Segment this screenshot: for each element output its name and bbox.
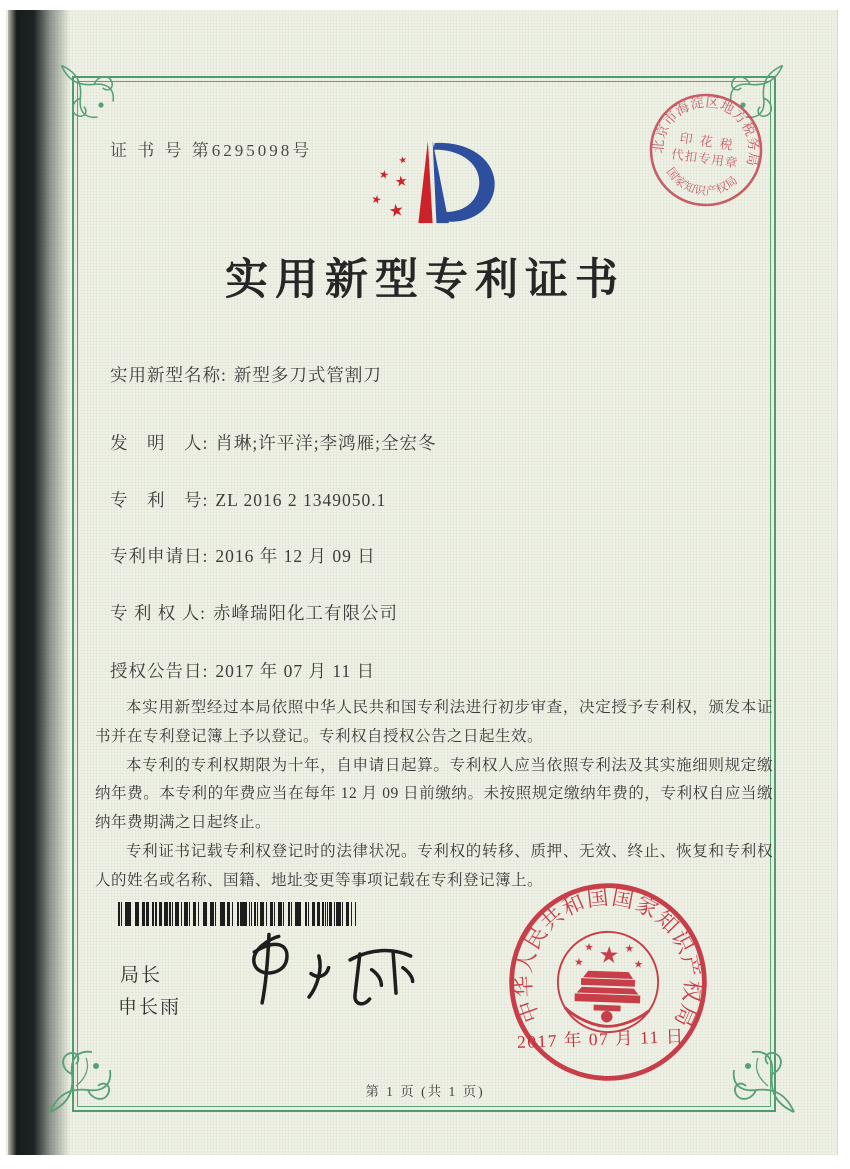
- field-label: 发 明 人:: [110, 433, 209, 453]
- tax-stamp-ring-top-text: 北京市海淀区地方税务局: [650, 94, 762, 168]
- svg-text:★: ★: [584, 942, 594, 954]
- field-filing-date: [110, 543, 376, 568]
- field-label: 专 利 权 人:: [110, 603, 206, 623]
- body-paragraph: 本实用新型经过本局依照中华人民共和国专利法进行初步审查，决定授予专利权，颁发本证书并在专利登记簿上予以登记。专利权自授权公告之日起生效。: [95, 699, 773, 745]
- field-patent-number: [110, 487, 386, 512]
- field-value: 赤峰瑞阳化工有限公司: [213, 603, 398, 623]
- field-value: 2017 年 07 月 11 日: [215, 661, 376, 681]
- director-name: 申长雨: [118, 997, 182, 1018]
- director-title-label: 局长: [120, 965, 163, 986]
- field-value: 新型多刀式管割刀: [233, 365, 382, 385]
- field-value: ZL 2016 2 1349050.1: [215, 490, 387, 510]
- director-signature: [225, 928, 440, 1026]
- svg-text:★: ★: [633, 959, 644, 971]
- field-inventors: [110, 430, 436, 455]
- field-label: 专 利 号:: [110, 490, 209, 510]
- tax-stamp-center-line1: 印 花 税: [678, 130, 736, 153]
- svg-text:国家知识产权局: [661, 164, 742, 203]
- field-patentee: [110, 600, 398, 625]
- national-emblem-icon: [556, 930, 660, 1034]
- svg-text:★: ★: [598, 942, 620, 970]
- tax-stamp-ring-bottom-text: 国家知识产权局: [663, 165, 741, 199]
- seal-date: 2017 年 07 月 11 日: [516, 1026, 686, 1052]
- page-number-footer: 第 1 页 (共 1 页): [365, 1084, 485, 1099]
- certificate-title: 实用新型专利证书: [225, 257, 625, 304]
- svg-text:★: ★: [370, 193, 383, 208]
- body-paragraph: 专利证书记载专利权登记时的法律状况。专利权的转移、质押、无效、终止、恢复和专利权人的姓名或名称、国籍、地址变更等事项记载在专利登记簿上。: [95, 843, 773, 889]
- svg-text:★: ★: [387, 199, 406, 222]
- tax-stamp-center-line2: 代扣专用章: [670, 147, 740, 171]
- field-label: 实用新型名称:: [110, 365, 227, 385]
- field-value: 2016 年 12 月 09 日: [215, 546, 376, 566]
- field-label: 专利申请日:: [110, 546, 209, 566]
- field-grant-date: [110, 658, 375, 683]
- svg-text:★: ★: [397, 155, 409, 167]
- field-utility-model-name: [110, 362, 382, 387]
- field-label: 授权公告日:: [110, 661, 209, 681]
- certificate-number: 证 书 号 第6295098号: [110, 141, 313, 160]
- svg-text:★: ★: [393, 173, 409, 191]
- body-paragraph: 本专利的专利权期限为十年，自申请日起算。专利权人应当依照专利法及其实施细则规定缴纳年费。本专利的年费应当在每年 12 月 09 日前缴纳。未按照规定缴纳年费的，专利权自应当缴纳年费期满之日起终止。: [95, 756, 773, 832]
- book-gutter-shadow: [8, 10, 70, 1155]
- svg-text:★: ★: [573, 957, 584, 969]
- corner-flourish-icon: [46, 1016, 146, 1116]
- svg-text:★: ★: [377, 168, 390, 183]
- legal-body-text: [95, 694, 773, 896]
- cnipa-patent-logo-icon: [344, 136, 506, 234]
- seal-ring-text: 中华人民共和国国家知识产权局: [511, 885, 705, 1032]
- field-value: 肖琳;许平洋;李鸿雁;全宏冬: [215, 433, 437, 453]
- svg-text:★: ★: [624, 943, 635, 956]
- stamp-duty-seal: [646, 90, 766, 210]
- cnipa-official-seal: [502, 876, 714, 1088]
- barcode: [118, 902, 356, 926]
